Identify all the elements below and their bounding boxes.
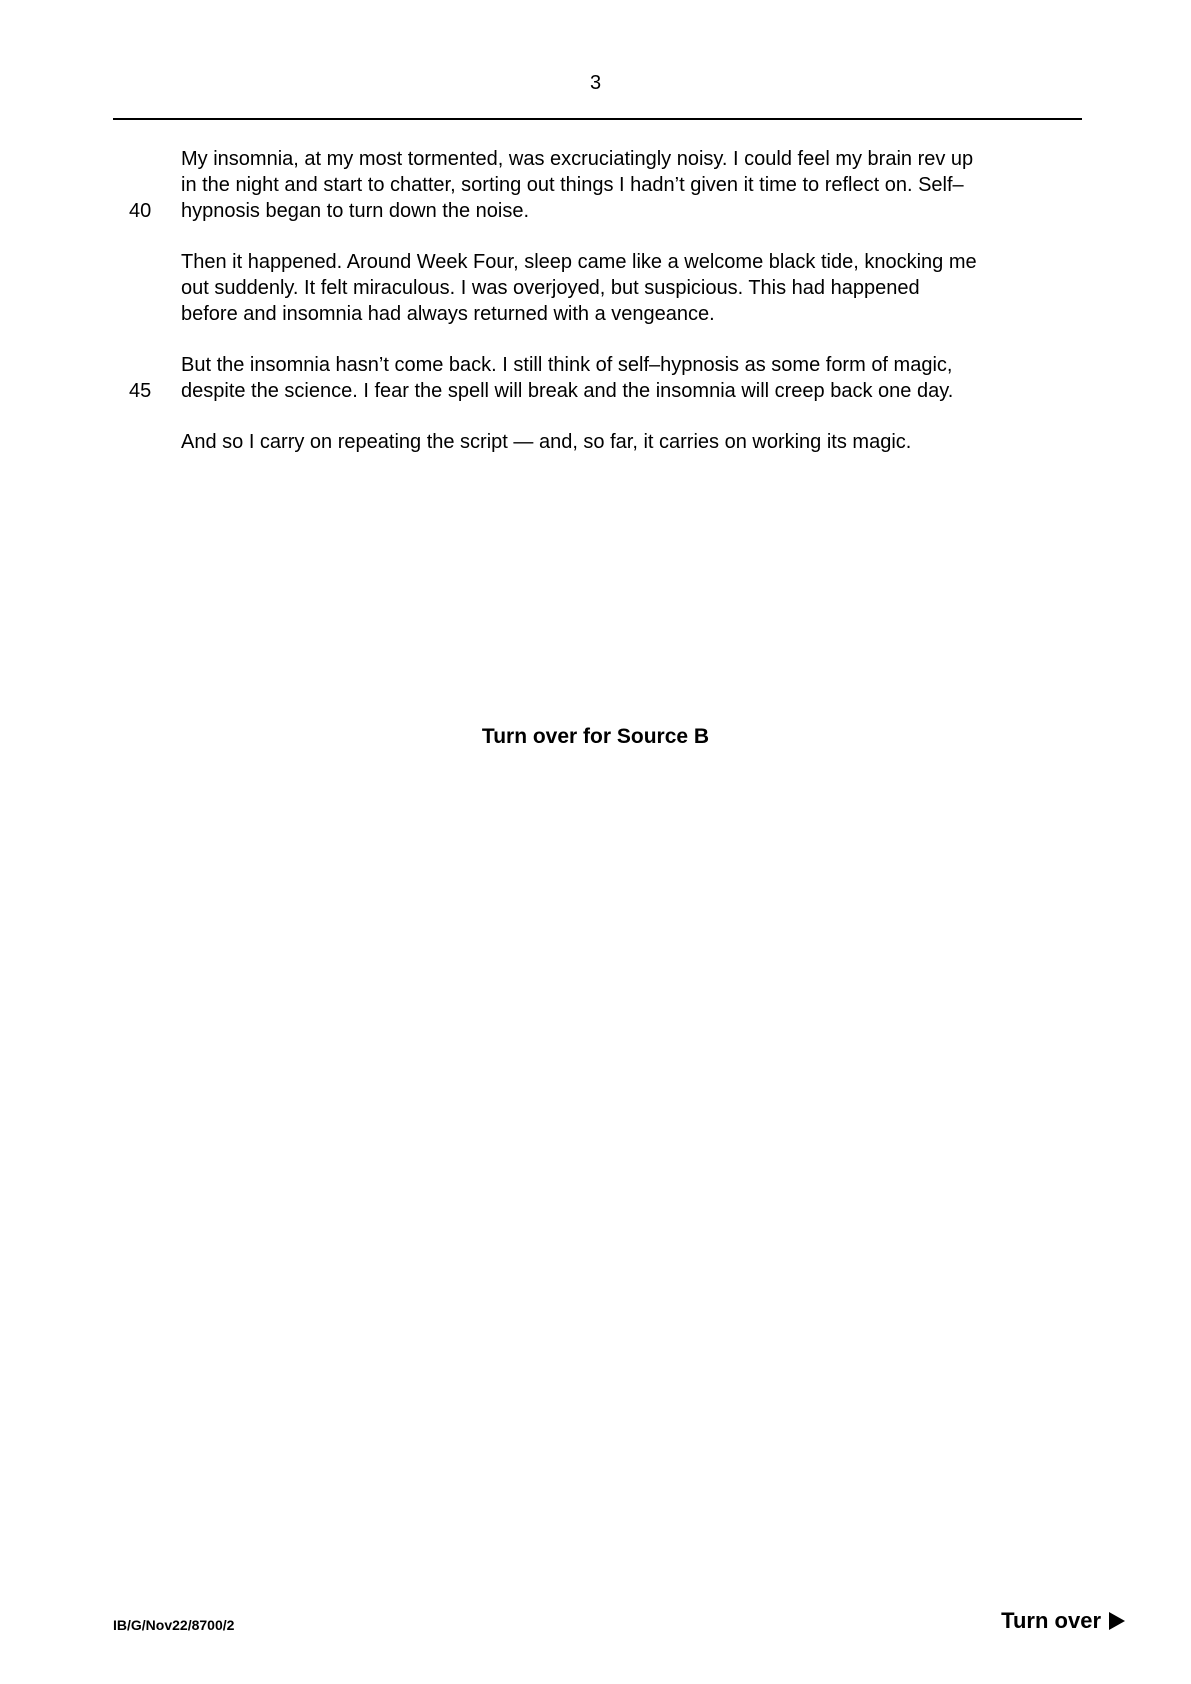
- line-text: But the insomnia hasn’t come back. I still think of self–hypnosis as some form of magic,: [181, 354, 953, 376]
- line-text: My insomnia, at my most tormented, was excruciatingly noisy. I could feel my brain rev up: [181, 148, 974, 170]
- text-line: [181, 146, 1081, 172]
- text-line: [181, 301, 1081, 327]
- line-text: hypnosis began to turn down the noise.: [181, 200, 530, 222]
- text-line: [129, 378, 1081, 404]
- source-passage: [129, 146, 1081, 480]
- text-line: [181, 275, 1081, 301]
- right-arrow-icon: [1109, 1612, 1125, 1630]
- line-text: in the night and start to chatter, sorting out things I hadn’t given it time to reflect on. Self–: [181, 174, 964, 196]
- paragraph: [129, 352, 1081, 404]
- text-line: [181, 249, 1081, 275]
- paper-reference: IB/G/Nov22/8700/2: [113, 1617, 235, 1633]
- text-line: [181, 429, 1081, 455]
- text-line: [181, 352, 1081, 378]
- paragraph: [181, 249, 1081, 327]
- line-text: out suddenly. It felt miraculous. I was overjoyed, but suspicious. This had happened: [181, 277, 920, 299]
- line-text: Then it happened. Around Week Four, sleep came like a welcome black tide, knocking me: [181, 251, 977, 273]
- paragraph: [129, 146, 1081, 224]
- line-number: 40: [129, 200, 152, 222]
- line-text: And so I carry on repeating the script — and, so far, it carries on working its magic.: [181, 431, 912, 453]
- paragraph: [181, 429, 1081, 455]
- text-line: [129, 198, 1081, 224]
- line-text: before and insomnia had always returned with a vengeance.: [181, 303, 715, 325]
- page-number: 3: [589, 72, 602, 94]
- text-line: [181, 172, 1081, 198]
- line-text: despite the science. I fear the spell will break and the insomnia will creep back one day.: [181, 380, 954, 402]
- turn-over-label: Turn over: [1001, 1608, 1101, 1633]
- turn-over-for-source-b: Turn over for Source B: [481, 725, 710, 748]
- turn-over-footer: [1001, 1608, 1125, 1634]
- header-rule: [113, 118, 1082, 120]
- line-number: 45: [129, 380, 152, 402]
